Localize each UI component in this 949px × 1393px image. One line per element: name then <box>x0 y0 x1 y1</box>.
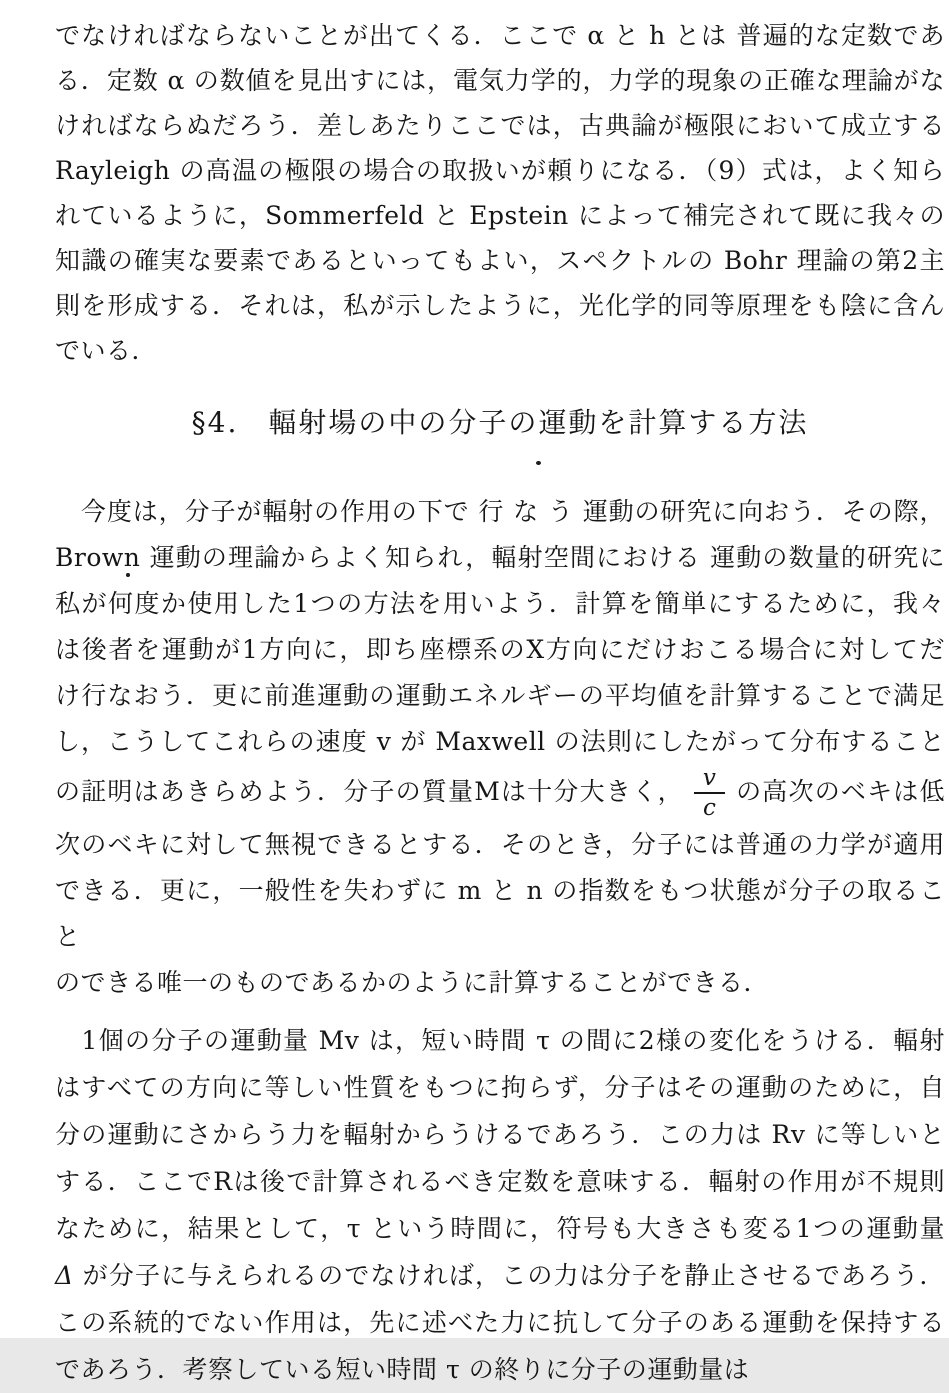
fraction-v-over-c <box>694 765 726 822</box>
fraction-denominator: c <box>702 795 717 822</box>
text-line: 1個の分子の運動量 Mv は，短い時間 τ の間に2様の変化をうける．輻射 <box>55 1025 945 1055</box>
fraction-numerator: v <box>694 765 726 794</box>
text-segment: が分子に与えられるのでなければ，この力は分子を静止させるであろう． <box>73 1260 945 1290</box>
text-line: し，こうしてこれらの速度 v が Maxwell の法則にしたがって分布すること <box>55 727 945 756</box>
text-line: できる．更に，一般性を失わずに m と n の指数をもつ状態が分子の取ること <box>55 875 945 951</box>
text-line: この系統的でない作用は，先に述べた力に抗して分子のある運動を保持する <box>55 1307 945 1337</box>
text-line: け行なおう．更に前進運動の運動エネルギーの平均値を計算することで満足 <box>55 681 945 710</box>
text-line: でいる． <box>55 336 158 365</box>
scan-speck <box>536 461 541 465</box>
text-line: 則を形成する．それは，私が示したように，光化学的同等原理をも陰に含ん <box>55 291 945 320</box>
text-line: 分の運動にさからう力を輻射からうけるであろう．この力は Rv に等しいと <box>55 1119 945 1149</box>
paragraph-3 <box>55 1017 945 1393</box>
text-block <box>55 13 945 1393</box>
text-line: のできる唯一のものであるかのように計算することができる． <box>55 967 770 997</box>
text-line: であろう．考察している短い時間 τ の終りに分子の運動量は <box>55 1354 750 1384</box>
text-line: でなければならないことが出てくる．ここで α と h とは 普遍的な定数であ <box>55 21 945 50</box>
paragraph-1 <box>55 13 945 373</box>
text-line-with-delta <box>55 1252 945 1299</box>
section-heading: §4. 輻射場の中の分子の運動を計算する方法 <box>191 406 809 439</box>
text-line: は後者を運動が1方向に，即ち座標系のX方向にだけおこる場合に対してだ <box>55 635 945 664</box>
paragraph-2 <box>55 489 945 1006</box>
text-line: なために，結果として，τ という時間に，符号も大きさも変る1つの運動量 <box>55 1213 945 1243</box>
text-line: る．定数 α の数値を見出すには，電気力学的，力学的現象の正確な理論がな <box>55 66 945 95</box>
text-line: 私が何度か使用した1つの方法を用いよう．計算を簡単にするために，我々 <box>55 589 945 618</box>
text-line: Brown 運動の理論からよく知られ，輻射空間における 運動の数量的研究に <box>55 543 945 572</box>
text-segment: の高次のベキは低 <box>735 776 945 806</box>
text-line: ければならぬだろう．差しあたりここでは，古典論が極限において成立する <box>55 111 945 140</box>
text-line: れているように，Sommerfeld と Epstein によって補完されて既に我々の <box>55 201 945 230</box>
text-line: する．ここでRは後で計算されるべき定数を意味する．輻射の作用が不規則 <box>55 1166 945 1196</box>
text-line: Rayleigh の高温の極限の場合の取扱いが頼りになる．（9）式は，よく知ら <box>55 156 945 185</box>
text-line: 今度は，分子が輻射の作用の下で 行 な う 運動の研究に向おう．その際， <box>55 497 945 526</box>
scan-speck <box>126 573 130 577</box>
text-line-with-fraction <box>55 765 945 822</box>
text-line: はすべての方向に等しい性質をもつに拘らず，分子はその運動のために，自 <box>55 1072 945 1102</box>
text-line: 知識の確実な要素であるといってもよい，スペクトルの Bohr 理論の第2主 <box>55 246 945 275</box>
text-segment: の証明はあきらめよう．分子の質量Mは十分大きく， <box>55 776 684 806</box>
delta-symbol: Δ <box>55 1260 74 1290</box>
text-line: 次のベキに対して無視できるとする．そのとき，分子には普通の力学が適用 <box>55 829 945 859</box>
